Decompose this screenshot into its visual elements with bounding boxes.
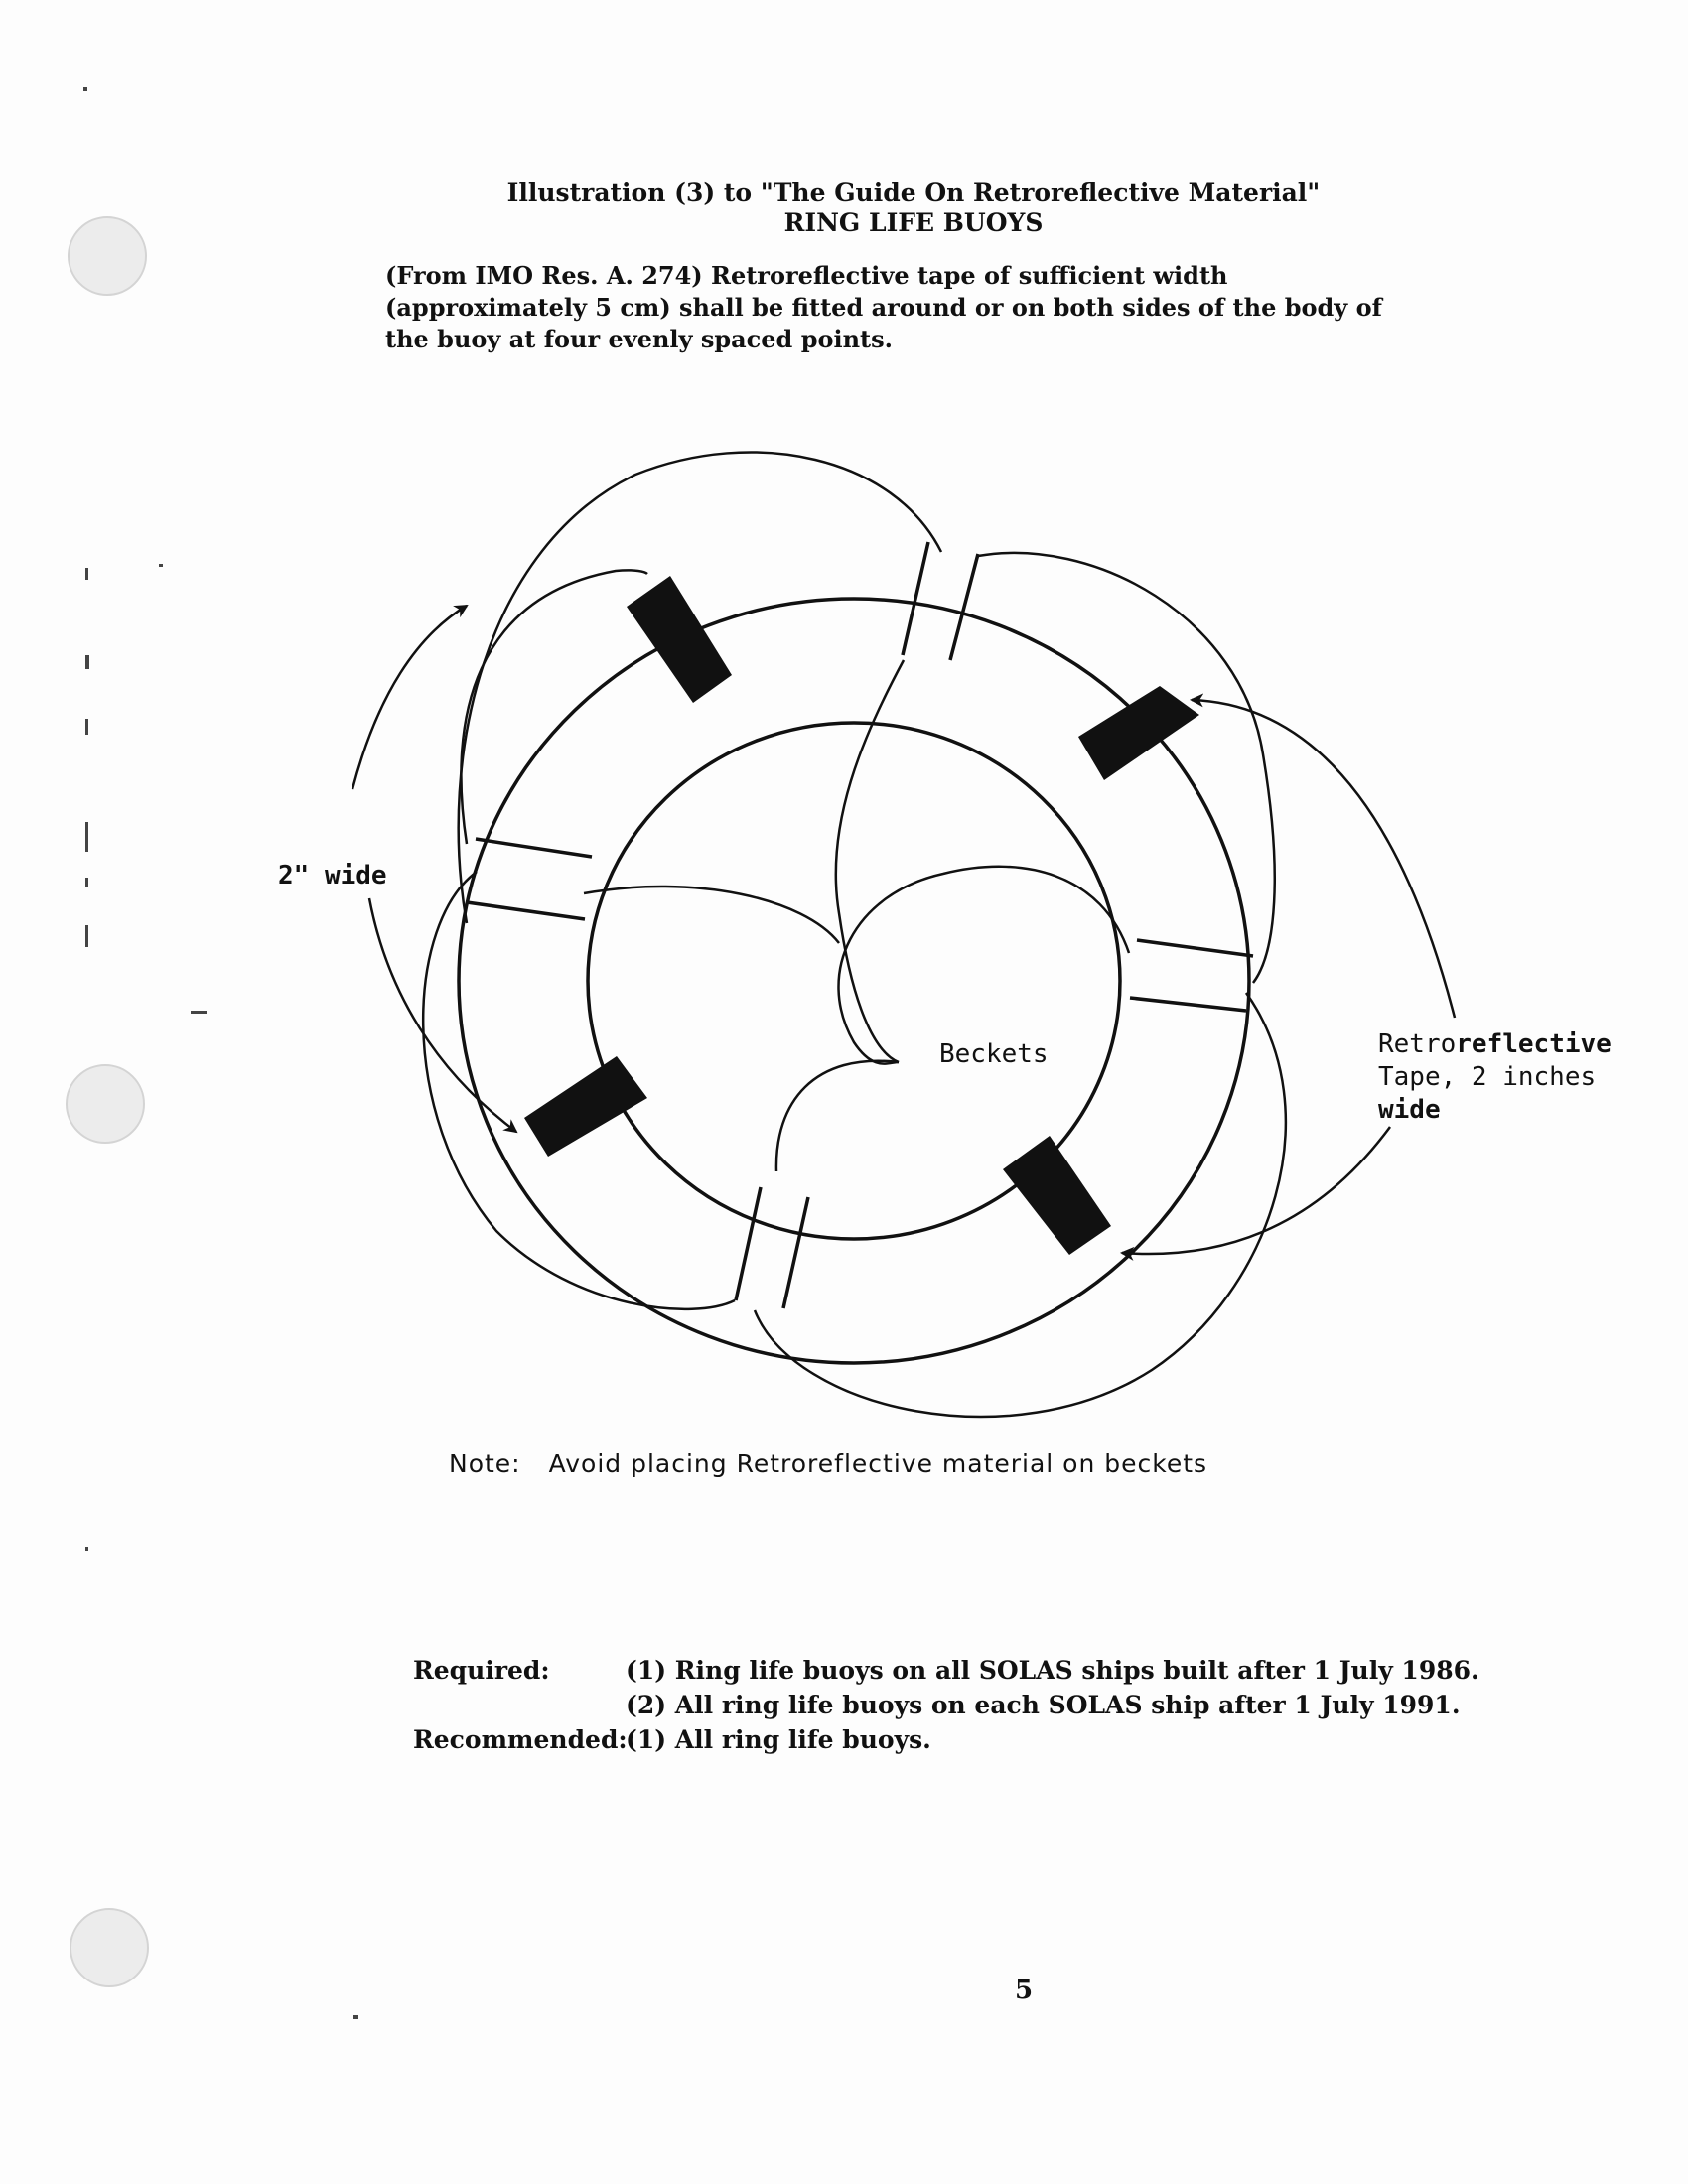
black-tape-top-left [627,576,732,703]
recommended-item-1: (1) All ring life buoys. [626,1725,931,1754]
tape-arrow-lower [1122,1127,1390,1254]
note-text: Avoid placing Retroreflective material on beckets [548,1449,1208,1478]
beckets-label: Beckets [939,1039,1049,1069]
required-item-2: (2) All ring life buoys on each SOLAS ship after 1 July 1991. [626,1691,1461,1719]
recommended-label: Recommended: [413,1725,628,1754]
title-line-2: RING LIFE BUOYS [783,208,1044,237]
black-tape-left [524,1056,647,1157]
tape-label-line-1 [1378,1028,1612,1061]
tape-label-reflective: reflective [1456,1029,1612,1059]
required-row-1 [413,1653,1479,1688]
becket-right [978,553,1275,983]
width-arrow-curve [369,898,516,1132]
tape-band-bottom [736,1187,808,1308]
intro-line-3: the buoy at four evenly spaced points. [385,325,893,353]
width-line-left [352,606,467,789]
tape-arrow-upper [1192,700,1455,1018]
page-number: 5 [1015,1976,1034,2005]
tape-band-right [1130,940,1253,1011]
tape-band-top [903,542,978,660]
tape-label-retro: Retro [1378,1029,1457,1059]
tape-band-left [467,839,592,919]
required-item-1: (1) Ring life buoys on all SOLAS ships built after 1 July 1986. [626,1656,1479,1685]
required-label: Required: [413,1656,550,1685]
becket-lines [423,452,1286,1416]
tape-label-line-3: wide [1378,1095,1441,1125]
black-tape-bottom-right [1003,1136,1111,1255]
retroreflective-tape-label [1378,1028,1612,1127]
becket-left-arc [461,570,647,844]
width-label: 2" wide [278,861,387,890]
recommended-row [413,1722,1479,1757]
inner-becket-lines [584,660,1129,1171]
black-tape-bands [524,576,1199,1255]
note-label: Note: [449,1449,521,1478]
intro-line-2: (approximately 5 cm) shall be fitted around or on both sides of the body of [385,293,1382,322]
requirements-block [413,1653,1479,1757]
required-row-2 [413,1688,1479,1722]
note-line [449,1449,1207,1478]
intro-line-1: (From IMO Res. A. 274) Retroreflective tape of sufficient width [385,261,1228,290]
title-line-1: Illustration (3) to "The Guide On Retroreflective Material" [506,178,1321,206]
tape-label-line-2: Tape, 2 inches [1378,1062,1597,1092]
